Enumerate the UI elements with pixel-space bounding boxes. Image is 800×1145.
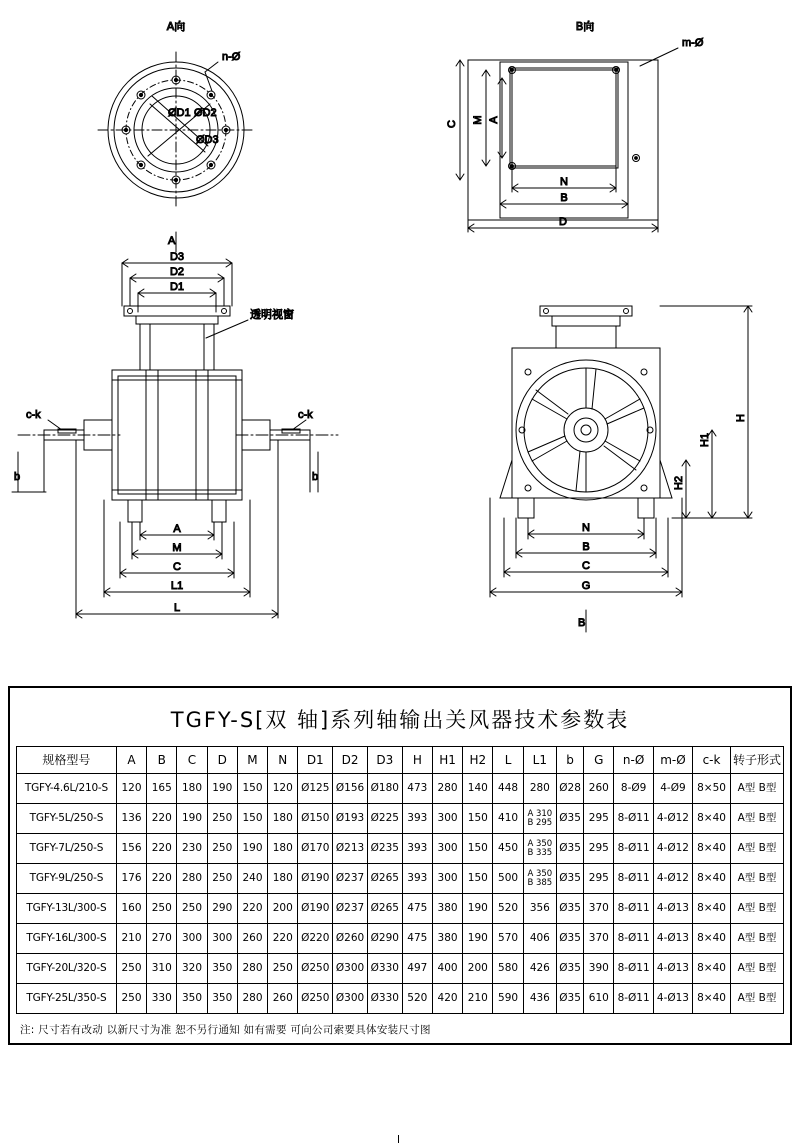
cell-rotor: A型 B型 — [730, 864, 783, 894]
cell-A: 120 — [116, 774, 146, 804]
header-c: C — [177, 747, 207, 774]
cell-n: 8-Ø11 — [614, 834, 653, 864]
cell-G: 295 — [584, 834, 614, 864]
dim-b-left: b — [14, 471, 21, 483]
cell-H1: 380 — [432, 894, 462, 924]
header-g: G — [584, 747, 614, 774]
cell-model: TGFY-20L/320-S — [17, 954, 117, 984]
cell-L1: 406 — [523, 924, 556, 954]
table-body — [17, 774, 784, 1014]
cell-b: Ø35 — [556, 954, 583, 984]
cell-model: TGFY-9L/250-S — [17, 864, 117, 894]
cell-G: 610 — [584, 984, 614, 1014]
dim-l1: L1 — [170, 580, 184, 592]
cell-A: 250 — [116, 984, 146, 1014]
cell-ck: 8×40 — [693, 984, 731, 1014]
cell-M: 240 — [237, 864, 267, 894]
header-rotor: 转子形式 — [730, 747, 783, 774]
cell-B: 270 — [147, 924, 177, 954]
cell-b: Ø35 — [556, 834, 583, 864]
cell-H2: 200 — [463, 954, 493, 984]
cell-m: 4-Ø13 — [653, 924, 692, 954]
cell-n: 8-Ø11 — [614, 804, 653, 834]
cell-D2: Ø237 — [333, 894, 368, 924]
cell-rotor: A型 B型 — [730, 984, 783, 1014]
header-h1: H1 — [432, 747, 462, 774]
header-d3: D3 — [367, 747, 402, 774]
dim-h1: H1 — [699, 432, 711, 448]
cell-H1: 420 — [432, 984, 462, 1014]
cell-ck: 8×40 — [693, 804, 731, 834]
cell-G: 370 — [584, 894, 614, 924]
cell-G: 295 — [584, 864, 614, 894]
table-row — [17, 864, 784, 894]
dim-b-right: b — [312, 471, 319, 483]
cell-H: 475 — [402, 894, 432, 924]
header-n-hole: n-Ø — [614, 747, 653, 774]
header-d2: D2 — [333, 747, 368, 774]
cell-L: 450 — [493, 834, 523, 864]
cell-ck: 8×40 — [693, 924, 731, 954]
cell-B: 220 — [147, 804, 177, 834]
cell-H: 393 — [402, 804, 432, 834]
cell-B: 165 — [147, 774, 177, 804]
cell-L1: A 350 B 385 — [523, 864, 556, 894]
cell-model: TGFY-4.6L/210-S — [17, 774, 117, 804]
cell-m: 4-Ø9 — [653, 774, 692, 804]
header-d1: D1 — [298, 747, 333, 774]
cell-D1: Ø125 — [298, 774, 333, 804]
cell-model: TGFY-25L/350-S — [17, 984, 117, 1014]
cell-M: 220 — [237, 894, 267, 924]
header-l1: L1 — [523, 747, 556, 774]
cell-D3: Ø265 — [367, 864, 402, 894]
cell-M: 260 — [237, 924, 267, 954]
cell-L: 520 — [493, 894, 523, 924]
dim-a-top: A — [488, 116, 500, 124]
cell-H2: 150 — [463, 804, 493, 834]
cell-n: 8-Ø11 — [614, 924, 653, 954]
cell-H2: 190 — [463, 894, 493, 924]
cell-D3: Ø290 — [367, 924, 402, 954]
cell-ck: 8×40 — [693, 954, 731, 984]
cell-A: 210 — [116, 924, 146, 954]
cell-H: 393 — [402, 834, 432, 864]
header-b-small: b — [556, 747, 583, 774]
cell-L1: 426 — [523, 954, 556, 984]
cell-D: 250 — [207, 834, 237, 864]
cell-H: 475 — [402, 924, 432, 954]
cell-M: 190 — [237, 834, 267, 864]
cell-B: 250 — [147, 894, 177, 924]
table-row — [17, 804, 784, 834]
table-header-row — [17, 747, 784, 774]
spec-table-block — [8, 686, 792, 1045]
page-center-tick — [398, 1135, 399, 1143]
dim-m-front: M — [172, 542, 182, 554]
cell-b: Ø35 — [556, 804, 583, 834]
dim-n-side: N — [582, 522, 590, 534]
header-d: D — [207, 747, 237, 774]
header-h2: H2 — [463, 747, 493, 774]
cell-L1: 280 — [523, 774, 556, 804]
cell-A: 136 — [116, 804, 146, 834]
cell-N: 220 — [268, 924, 298, 954]
cell-D3: Ø225 — [367, 804, 402, 834]
label-b-view: B向 — [575, 20, 595, 33]
cell-H1: 280 — [432, 774, 462, 804]
cell-L: 448 — [493, 774, 523, 804]
dim-a-front: A — [173, 523, 181, 535]
cell-D2: Ø193 — [333, 804, 368, 834]
header-b: B — [147, 747, 177, 774]
dim-d-top: D — [559, 216, 567, 228]
header-m: M — [237, 747, 267, 774]
table-row — [17, 834, 784, 864]
cell-D3: Ø265 — [367, 894, 402, 924]
cell-L: 580 — [493, 954, 523, 984]
cell-L1: 356 — [523, 894, 556, 924]
cell-D1: Ø220 — [298, 924, 333, 954]
callout-ck-right: c-k — [298, 409, 313, 421]
cell-rotor: A型 B型 — [730, 954, 783, 984]
dim-d2: D2 — [169, 266, 185, 278]
dim-b-top: B — [560, 192, 568, 204]
table-row — [17, 774, 784, 804]
section-mark-a-top: A — [168, 235, 176, 247]
cell-D2: Ø213 — [333, 834, 368, 864]
cell-D2: Ø300 — [333, 954, 368, 984]
cell-D: 250 — [207, 804, 237, 834]
label-a-view: A向 — [166, 20, 186, 33]
cell-G: 370 — [584, 924, 614, 954]
cell-H: 497 — [402, 954, 432, 984]
cell-n: 8-Ø11 — [614, 954, 653, 984]
cell-C: 190 — [177, 804, 207, 834]
cell-H2: 190 — [463, 924, 493, 954]
dim-g: G — [581, 580, 591, 592]
cell-A: 156 — [116, 834, 146, 864]
cell-model: TGFY-13L/300-S — [17, 894, 117, 924]
dim-l: L — [173, 602, 181, 614]
cell-n: 8-Ø11 — [614, 984, 653, 1014]
cell-N: 260 — [268, 984, 298, 1014]
cell-B: 220 — [147, 864, 177, 894]
spec-table — [16, 746, 784, 1014]
cell-m: 4-Ø12 — [653, 864, 692, 894]
dim-b-side: B — [582, 541, 590, 553]
cell-ck: 8×40 — [693, 834, 731, 864]
cell-rotor: A型 B型 — [730, 894, 783, 924]
cell-M: 280 — [237, 984, 267, 1014]
cell-m: 4-Ø12 — [653, 834, 692, 864]
cell-L1: 436 — [523, 984, 556, 1014]
cell-G: 390 — [584, 954, 614, 984]
cell-H: 393 — [402, 864, 432, 894]
cell-rotor: A型 B型 — [730, 804, 783, 834]
cell-D2: Ø300 — [333, 984, 368, 1014]
cell-C: 230 — [177, 834, 207, 864]
cell-b: Ø35 — [556, 984, 583, 1014]
cell-D1: Ø170 — [298, 834, 333, 864]
cell-H1: 380 — [432, 924, 462, 954]
cell-D: 190 — [207, 774, 237, 804]
cell-b: Ø35 — [556, 924, 583, 954]
cell-H2: 140 — [463, 774, 493, 804]
cell-L: 410 — [493, 804, 523, 834]
cell-G: 260 — [584, 774, 614, 804]
table-title: TGFY-S[双 轴]系列轴输出关风器技术参数表 — [170, 708, 630, 732]
cell-H1: 400 — [432, 954, 462, 984]
table-row — [17, 894, 784, 924]
cell-H2: 210 — [463, 984, 493, 1014]
callout-m-hole: m-Ø — [682, 37, 704, 49]
dim-d1: D1 — [169, 281, 185, 293]
cell-m: 4-Ø13 — [653, 984, 692, 1014]
cell-D3: Ø330 — [367, 954, 402, 984]
header-a: A — [116, 747, 146, 774]
cell-D: 300 — [207, 924, 237, 954]
cell-M: 150 — [237, 804, 267, 834]
cell-H: 520 — [402, 984, 432, 1014]
cell-B: 220 — [147, 834, 177, 864]
cell-D1: Ø190 — [298, 864, 333, 894]
cell-N: 250 — [268, 954, 298, 984]
cell-n: 8-Ø9 — [614, 774, 653, 804]
cell-D2: Ø156 — [333, 774, 368, 804]
cell-M: 150 — [237, 774, 267, 804]
cell-C: 180 — [177, 774, 207, 804]
cell-m: 4-Ø12 — [653, 804, 692, 834]
cell-C: 350 — [177, 984, 207, 1014]
cell-H2: 150 — [463, 864, 493, 894]
cell-D3: Ø235 — [367, 834, 402, 864]
cell-b: Ø35 — [556, 894, 583, 924]
cell-H2: 150 — [463, 834, 493, 864]
dim-od1: ØD1 — [168, 107, 191, 119]
cell-H: 473 — [402, 774, 432, 804]
cell-A: 176 — [116, 864, 146, 894]
cell-H1: 300 — [432, 864, 462, 894]
cell-m: 4-Ø13 — [653, 954, 692, 984]
cell-D1: Ø250 — [298, 954, 333, 984]
cell-H1: 300 — [432, 804, 462, 834]
cell-n: 8-Ø11 — [614, 864, 653, 894]
cell-N: 180 — [268, 834, 298, 864]
cell-H1: 300 — [432, 834, 462, 864]
cell-D: 290 — [207, 894, 237, 924]
cell-N: 180 — [268, 864, 298, 894]
cell-N: 180 — [268, 804, 298, 834]
cell-C: 250 — [177, 894, 207, 924]
header-n: N — [268, 747, 298, 774]
table-row — [17, 924, 784, 954]
cell-D3: Ø180 — [367, 774, 402, 804]
callout-ck-left: c-k — [26, 409, 41, 421]
dim-od3: ØD3 — [196, 134, 219, 146]
cell-D1: Ø250 — [298, 984, 333, 1014]
header-m-hole: m-Ø — [653, 747, 692, 774]
cell-model: TGFY-16L/300-S — [17, 924, 117, 954]
cell-m: 4-Ø13 — [653, 894, 692, 924]
cell-N: 120 — [268, 774, 298, 804]
cell-D: 250 — [207, 864, 237, 894]
cell-L1: A 310 B 295 — [523, 804, 556, 834]
cell-n: 8-Ø11 — [614, 894, 653, 924]
header-model: 规格型号 — [17, 747, 117, 774]
cell-D3: Ø330 — [367, 984, 402, 1014]
cell-D1: Ø190 — [298, 894, 333, 924]
dim-h2: H2 — [673, 475, 685, 491]
cell-D2: Ø260 — [333, 924, 368, 954]
dim-d3: D3 — [169, 251, 185, 263]
cell-model: TGFY-5L/250-S — [17, 804, 117, 834]
cell-rotor: A型 B型 — [730, 834, 783, 864]
cell-rotor: A型 B型 — [730, 774, 783, 804]
dim-h: H — [735, 414, 747, 422]
table-row — [17, 984, 784, 1014]
cell-B: 310 — [147, 954, 177, 984]
cell-A: 160 — [116, 894, 146, 924]
table-row — [17, 954, 784, 984]
cell-N: 200 — [268, 894, 298, 924]
cell-ck: 8×50 — [693, 774, 731, 804]
cell-B: 330 — [147, 984, 177, 1014]
cell-L1: A 350 B 335 — [523, 834, 556, 864]
cell-C: 320 — [177, 954, 207, 984]
callout-window: 透明视窗 — [250, 308, 294, 321]
cell-rotor: A型 B型 — [730, 924, 783, 954]
cell-D: 350 — [207, 954, 237, 984]
cell-M: 280 — [237, 954, 267, 984]
cell-L: 500 — [493, 864, 523, 894]
dim-c-side: C — [582, 560, 590, 572]
header-l: L — [493, 747, 523, 774]
dim-c-top: C — [446, 120, 458, 128]
section-mark-b-bottom: B — [578, 617, 586, 629]
cell-G: 295 — [584, 804, 614, 834]
cell-b: Ø35 — [556, 864, 583, 894]
cell-model: TGFY-7L/250-S — [17, 834, 117, 864]
cell-C: 300 — [177, 924, 207, 954]
dim-od2: ØD2 — [194, 107, 217, 119]
cell-D1: Ø150 — [298, 804, 333, 834]
dim-m-top: M — [472, 115, 484, 125]
cell-D2: Ø237 — [333, 864, 368, 894]
cell-A: 250 — [116, 954, 146, 984]
cell-L: 570 — [493, 924, 523, 954]
dim-n-top: N — [560, 176, 568, 188]
table-note: 注: 尺寸若有改动 以新尺寸为准 恕不另行通知 如有需要 可向公司索要具体安装尺寸图 — [20, 1024, 431, 1036]
cell-ck: 8×40 — [693, 864, 731, 894]
header-ck: c-k — [693, 747, 731, 774]
cell-C: 280 — [177, 864, 207, 894]
callout-n-hole: n-Ø — [222, 51, 241, 63]
cell-ck: 8×40 — [693, 894, 731, 924]
dim-c-front: C — [173, 561, 181, 573]
cell-D: 350 — [207, 984, 237, 1014]
cell-b: Ø28 — [556, 774, 583, 804]
cell-L: 590 — [493, 984, 523, 1014]
header-h: H — [402, 747, 432, 774]
